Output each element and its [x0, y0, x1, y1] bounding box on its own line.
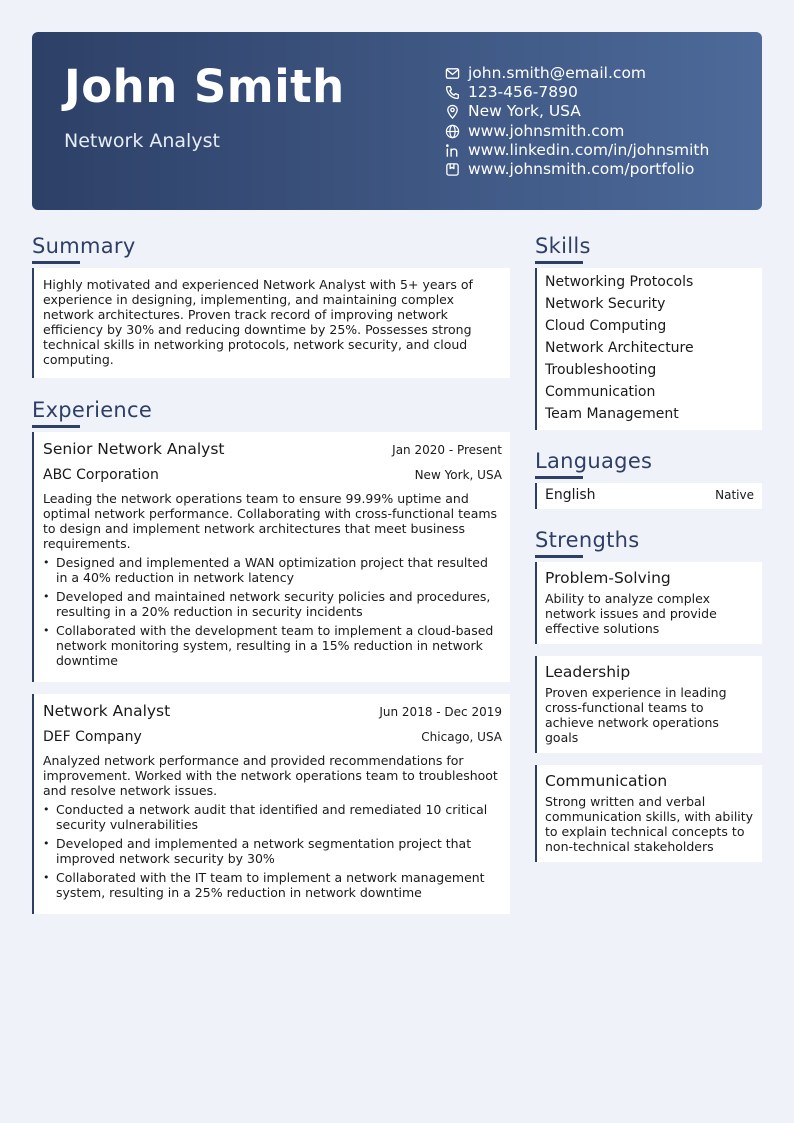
skill-item: Communication	[545, 384, 656, 400]
languages-heading: Languages	[535, 449, 653, 473]
strengths-underline	[535, 555, 583, 558]
skills-card	[535, 268, 762, 430]
skill-item: Team Management	[545, 406, 679, 422]
summary-heading: Summary	[32, 234, 136, 258]
contact-portfolio[interactable]	[445, 160, 709, 179]
experience-heading: Experience	[32, 398, 153, 422]
skill-item: Troubleshooting	[545, 362, 657, 378]
job-dates: Jan 2020 - Present	[392, 443, 502, 457]
strength-card	[535, 656, 762, 753]
contact-location-text: New York, USA	[468, 102, 581, 121]
phone-icon	[445, 85, 460, 100]
email-icon	[445, 66, 460, 81]
experience-entry	[32, 694, 510, 914]
job-dates: Jun 2018 - Dec 2019	[379, 705, 502, 719]
job-description: Leading the network operations team to ensure 99.99% uptime and optimal network performance. Collaborating with cross-functional teams to design and implement network architectures that meet business requirements.	[43, 491, 498, 551]
contact-phone[interactable]	[445, 83, 709, 102]
linkedin-icon	[445, 143, 460, 158]
main-column	[32, 232, 510, 926]
portfolio-icon	[445, 162, 460, 177]
achievement-list	[43, 555, 502, 668]
contact-location	[445, 102, 709, 121]
skill-item: Networking Protocols	[545, 274, 694, 290]
achievement-item: • Collaborated with the development team to implement a cloud-based network monitoring system, resulting in a 15% reduction in network downtime	[43, 623, 502, 668]
job-description: Analyzed network performance and provided recommendations for improvement. Worked with the network operations team to troubleshoot and resolve network issues.	[43, 753, 498, 798]
strength-title: Communication	[545, 772, 668, 790]
job-location: Chicago, USA	[421, 730, 502, 744]
contact-email[interactable]	[445, 64, 709, 83]
contact-phone-text: 123-456-7890	[468, 83, 578, 102]
globe-icon	[445, 124, 460, 139]
location-pin-icon	[445, 104, 460, 119]
strength-description: Strong written and verbal communication skills, with ability to explain technical concepts to non-technical stakeholders	[545, 794, 754, 854]
skill-item: Cloud Computing	[545, 318, 667, 334]
resume-header	[32, 32, 762, 210]
contact-email-text: john.smith@email.com	[468, 64, 647, 83]
company-name: ABC Corporation	[43, 467, 159, 483]
achievement-item: • Designed and implemented a WAN optimization project that resulted in a 40% reduction in network latency	[43, 555, 502, 585]
candidate-name: John Smith	[64, 60, 345, 113]
achievement-item: • Conducted a network audit that identified and remediated 10 critical security vulnerabilities	[43, 802, 502, 832]
strength-card	[535, 562, 762, 644]
company-name: DEF Company	[43, 729, 142, 745]
job-role: Network Analyst	[43, 702, 171, 720]
strength-description: Ability to analyze complex network issues and provide effective solutions	[545, 591, 717, 636]
skill-item: Network Security	[545, 296, 666, 312]
skill-item: Network Architecture	[545, 340, 694, 356]
language-entry	[535, 483, 762, 509]
skills-heading: Skills	[535, 234, 591, 258]
job-role: Senior Network Analyst	[43, 440, 225, 458]
contact-website[interactable]	[445, 122, 709, 141]
experience-entry	[32, 432, 510, 682]
strength-title: Problem-Solving	[545, 569, 671, 587]
achievement-item: • Developed and maintained network security policies and procedures, resulting in a 20% reduction in security incidents	[43, 589, 502, 619]
language-name: English	[545, 487, 596, 503]
side-column	[535, 232, 762, 874]
experience-underline	[32, 425, 80, 428]
achievement-list	[43, 802, 502, 900]
strengths-heading: Strengths	[535, 528, 640, 552]
contact-linkedin-text: www.linkedin.com/in/johnsmith	[468, 140, 710, 159]
achievement-item: • Collaborated with the IT team to implement a network management system, resulting in a 25% reduction in network downtime	[43, 870, 502, 900]
summary-card	[32, 268, 510, 378]
contact-portfolio-text: www.johnsmith.com/portfolio	[468, 160, 695, 179]
language-level: Native	[715, 488, 754, 502]
languages-underline	[535, 476, 583, 479]
achievement-item: • Developed and implemented a network segmentation project that improved network security by 30%	[43, 836, 502, 866]
strength-title: Leadership	[545, 663, 631, 681]
strength-card	[535, 765, 762, 862]
contact-list	[445, 64, 709, 179]
contact-website-text: www.johnsmith.com	[468, 121, 625, 140]
job-location: New York, USA	[414, 468, 502, 482]
summary-underline	[32, 261, 80, 264]
summary-text: Highly motivated and experienced Network Analyst with 5+ years of experience in designing, implementing, and maintaining complex network architectures. Proven track record of improving network efficiency by 30% and reducing downtime by 25%. Possesses strong technical skills in networking protocols, network security, and cloud computing.	[43, 277, 473, 367]
strength-description: Proven experience in leading cross-functional teams to achieve network operations goals	[545, 685, 727, 745]
contact-linkedin[interactable]	[445, 141, 709, 160]
candidate-title: Network Analyst	[64, 130, 220, 152]
skills-underline	[535, 261, 583, 264]
